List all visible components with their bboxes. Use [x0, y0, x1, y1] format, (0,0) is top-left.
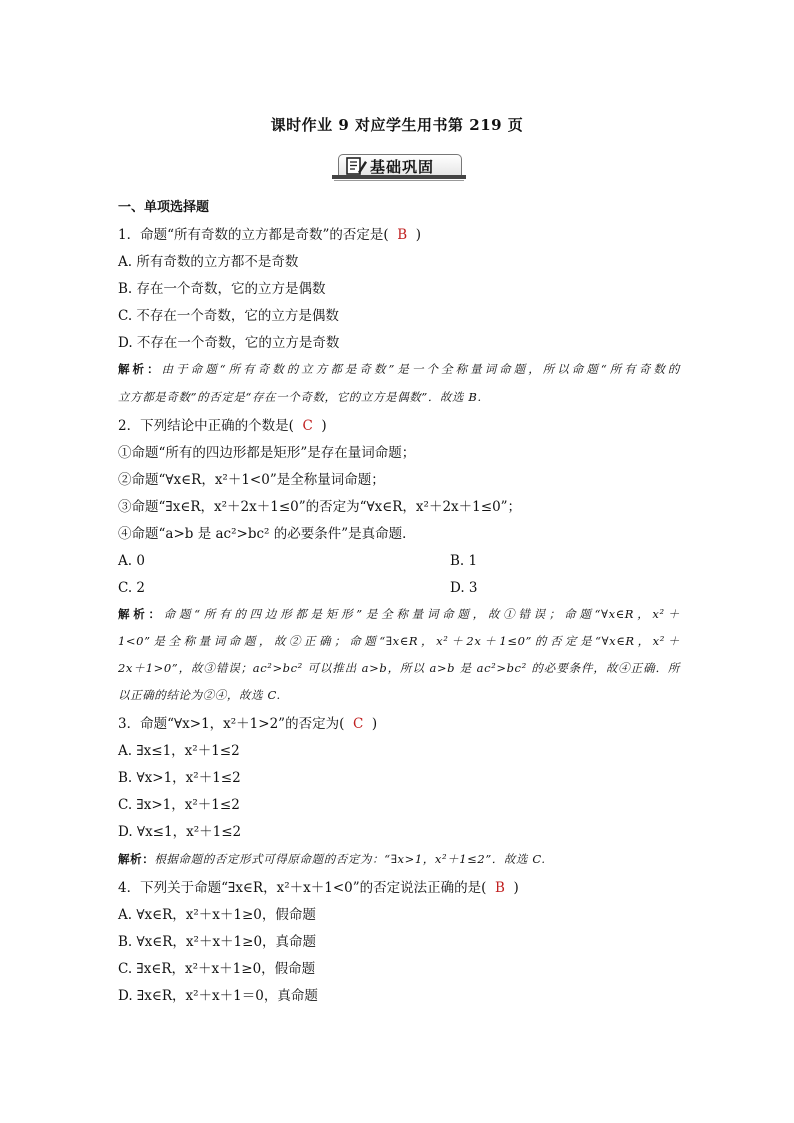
- question-2-stem: 2．下列结论中正确的个数是( C ): [118, 418, 327, 434]
- question-1-option-c: C. 不存在一个奇数，它的立方是偶数: [118, 308, 339, 324]
- question-3-stem: 3．命题“∀x>1，x²＋1>2”的否定为( C ): [118, 716, 378, 732]
- question-3-solution-line: 解析：根据命题的否定形式可得原命题的否定为：“∃x>1，x²＋1≤2”．故选 C.: [118, 852, 546, 866]
- question-2-statement-1: ①命题“所有的四边形都是矩形”是存在量词命题；: [118, 445, 416, 461]
- question-2-statement-2: ②命题“∀x∈R，x²＋1<0”是全称量词命题；: [118, 472, 385, 488]
- question-3-option-a: A. ∃x≤1，x²＋1≤2: [118, 743, 240, 759]
- question-2-solution-line: 2x＋1>0”，故③错误；ac²>bc² 可以推出 a>b，所以 a>b 是 ac²>bc² 的必要条件，故④正确．所: [118, 661, 680, 675]
- question-4-answer: B: [494, 880, 505, 896]
- question-3-option-c: C. ∃x>1，x²＋1≤2: [118, 797, 240, 813]
- question-2-option-d: D. 3: [450, 580, 478, 596]
- page-title: 课时作业 9 对应学生用书第 219 页: [270, 116, 524, 134]
- question-4-option-b: B. ∀x∈R，x²＋x＋1≥0，真命题: [118, 934, 317, 950]
- question-4-stem: 4．下列关于命题“∃x∈R，x²＋x＋1<0”的否定说法正确的是( B ): [118, 880, 519, 896]
- question-2-solution-line: 以正确的结论为②④，故选 C.: [118, 688, 281, 702]
- banner-rule-shadow: [334, 180, 464, 181]
- question-1-stem: 1．命题“所有奇数的立方都是奇数”的否定是( B ): [118, 227, 422, 243]
- question-1-option-a: A. 所有奇数的立方都不是奇数: [118, 254, 299, 270]
- section-heading: 一、单项选择题: [118, 200, 210, 215]
- question-1-option-b: B. 存在一个奇数，它的立方是偶数: [118, 281, 326, 297]
- question-1-solution-line: 立方都是奇数”的否定是“存在一个奇数，它的立方是偶数”．故选 B.: [118, 390, 482, 404]
- question-2-solution-line: 1<0”是全称量词命题，故②正确；命题“∃x∈R，x²＋2x＋1≤0”的否定是“∀x∈R，x²＋: [118, 634, 680, 648]
- question-4-option-a: A. ∀x∈R，x²＋x＋1≥0，假命题: [118, 907, 316, 923]
- question-2-solution-line: 解析：命题“所有的四边形都是矩形”是全称量词命题，故①错误；命题“∀x∈R，x²＋: [118, 607, 680, 621]
- question-1-option-d: D. 不存在一个奇数，它的立方是奇数: [118, 335, 340, 351]
- section-banner: [332, 154, 466, 182]
- notebook-pencil-icon: [346, 156, 368, 176]
- question-1-solution-line: 解析：由于命题“所有奇数的立方都是奇数”是一个全称量词命题，所以命题“所有奇数的: [118, 362, 680, 376]
- question-1-answer: B: [397, 227, 408, 243]
- question-2-statement-3: ③命题“∃x∈R，x²＋2x＋1≤0”的否定为“∀x∈R，x²＋2x＋1≤0”；: [118, 499, 522, 515]
- question-4-option-d: D. ∃x∈R，x²＋x＋1＝0，真命题: [118, 988, 318, 1004]
- question-3-option-b: B. ∀x>1，x²＋1≤2: [118, 770, 241, 786]
- question-2-statement-4: ④命题“a>b 是 ac²>bc² 的必要条件”是真命题．: [118, 526, 416, 542]
- banner-label: 基础巩固: [370, 158, 435, 176]
- question-3-answer: C: [352, 716, 364, 732]
- question-2-option-b: B. 1: [450, 553, 478, 569]
- question-4-option-c: C. ∃x∈R，x²＋x＋1≥0，假命题: [118, 961, 316, 977]
- question-2-answer: C: [302, 418, 313, 434]
- question-2-option-c: C. 2: [118, 580, 146, 596]
- question-2-option-a: A. 0: [118, 553, 145, 569]
- question-3-option-d: D. ∀x≤1，x²＋1≤2: [118, 824, 242, 840]
